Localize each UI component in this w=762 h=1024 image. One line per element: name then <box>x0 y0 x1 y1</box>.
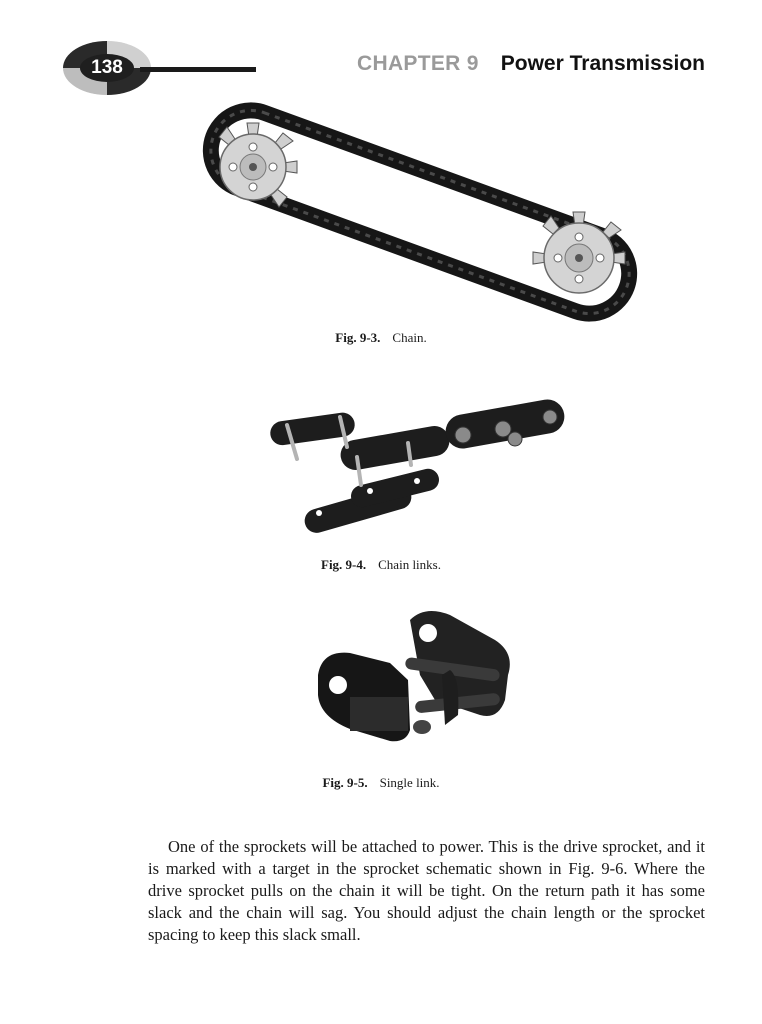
figure-label: Fig. 9-3. <box>335 330 381 345</box>
figure-caption-9-3 <box>0 330 762 346</box>
chain-links-illustration <box>265 385 585 545</box>
chapter-label: CHAPTER 9 <box>357 52 479 75</box>
figure-caption-9-4 <box>0 557 762 573</box>
figure-caption-9-5 <box>0 775 762 791</box>
figure-caption-text: Chain. <box>392 330 427 345</box>
figure-caption-text: Chain links. <box>378 557 441 572</box>
single-link-illustration <box>310 605 535 755</box>
chain-loop-illustration <box>195 100 645 325</box>
body-paragraph: One of the sprockets will be attached to power. This is the drive sprocket, and it is marked with a target in the sprocket schematic shown in Fig. 9-6. Where the drive sprocket pulls on the chain it will be tight. On the return path it has some slack and the chain will sag. You should adjust the chain length or the sprocket spacing to keep this slack small. <box>148 837 705 944</box>
page-number: 138 <box>91 57 123 78</box>
figure-label: Fig. 9-5. <box>322 775 368 790</box>
chapter-title: Power Transmission <box>500 52 705 75</box>
header-rule <box>140 67 256 72</box>
figure-label: Fig. 9-4. <box>321 557 367 572</box>
chapter-heading <box>357 52 705 76</box>
figure-caption-text: Single link. <box>379 775 440 790</box>
